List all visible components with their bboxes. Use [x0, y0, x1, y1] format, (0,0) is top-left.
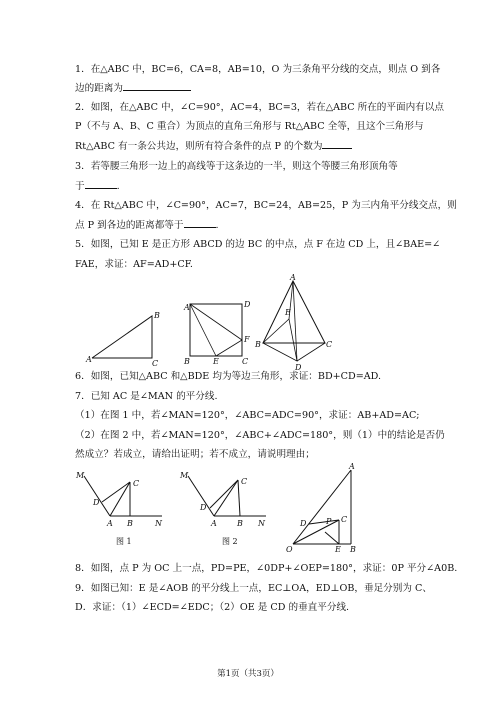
- fig2-label-c: C: [241, 477, 248, 486]
- sq-label-e: E: [213, 357, 219, 366]
- sq-label-d: D: [244, 300, 251, 309]
- ang-label-a: A: [349, 462, 355, 471]
- fig2-label-m: M: [180, 471, 189, 480]
- ang-label-c: C: [341, 515, 348, 524]
- sq-label-a: A: [184, 303, 190, 312]
- problem-3-text: 于: [75, 181, 85, 192]
- figure-angle-aob: [285, 462, 365, 554]
- figure-square: [184, 300, 254, 370]
- answer-blank: [184, 218, 216, 228]
- fig1-label-n: N: [155, 519, 162, 528]
- answer-blank: [123, 81, 191, 91]
- problem-9-line2: D．求证：（1）∠ECD=∠EDC；（2）OE 是 CD 的垂直平分线.: [75, 602, 350, 613]
- fig2-label-a: A: [211, 519, 217, 528]
- problem-4-line1: 4．在 Rt△ABC 中，∠C=90°，AC=7，BC=24，AB=25，P 为三内角平分线交点，则: [75, 200, 457, 211]
- eq-label-b: B: [255, 340, 261, 349]
- fig1-label-m: M: [76, 471, 85, 480]
- problem-1-text: 边的距离为: [75, 83, 123, 94]
- figure-1-caption: 图 1: [116, 537, 132, 546]
- problem-2-line3: [75, 139, 352, 153]
- fig2-label-b: B: [237, 519, 243, 528]
- problem-3-line2: [75, 179, 120, 193]
- fig1-label-a: A: [107, 519, 113, 528]
- fig1-label-c: C: [133, 479, 140, 488]
- eq-label-c: C: [326, 340, 333, 349]
- figure-1: [76, 470, 168, 530]
- tri-label-c: C: [152, 359, 159, 368]
- problem-3-end: .: [116, 181, 120, 192]
- problem-4-end: .: [215, 220, 219, 231]
- page-footer: 第1页（共3页）: [217, 669, 279, 679]
- ang-label-b: B: [350, 545, 356, 554]
- ang-label-e: E: [335, 545, 341, 554]
- eq-label-a: A: [290, 273, 296, 282]
- fig1-label-d: D: [93, 498, 100, 507]
- problem-1-line2: [75, 81, 191, 95]
- tri-label-b: B: [154, 311, 160, 320]
- ang-label-d: D: [300, 519, 307, 528]
- problem-2-line2: P（不与 A、B、C 重合）为顶点的直角三角形与 Rt△ABC 全等，且这个三角形与: [75, 121, 424, 132]
- ang-label-o: O: [286, 545, 293, 554]
- sq-label-f: F: [244, 335, 250, 344]
- problem-9-line1: 9．如图已知：E 是∠AOB 的平分线上一点，EC⊥OA，ED⊥OB，垂足分别为 C、: [75, 583, 432, 594]
- problem-1-line1: 1．在△ABC 中，BC=6，CA=8，AB=10，O 为三条角平分线的交点，则点 O 到各: [75, 64, 441, 75]
- figure-right-triangle: [86, 306, 166, 368]
- answer-blank: [85, 179, 117, 189]
- problem-5-line2: FAE，求证：AF=AD+CF.: [75, 259, 193, 270]
- figure-equilateral-triangles: [255, 273, 335, 372]
- problem-7-line4: 然成立？若成立，请给出证明；若不成立，请说明理由；: [75, 449, 315, 460]
- answer-blank: [322, 139, 352, 149]
- problem-3-line1: 3．若等腰三角形一边上的高线等于这条边的一半，则这个等腰三角形顶角等: [75, 161, 398, 172]
- problem-7-line2: （1）在图 1 中，若∠MAN=120°，∠ABC=ADC=90°，求证：AB+AD=AC;: [75, 410, 420, 421]
- tri-label-a: A: [86, 355, 92, 364]
- fig2-label-d: D: [200, 503, 207, 512]
- fig2-label-n: N: [258, 519, 265, 528]
- problem-2-line1: 2．如图，在△ABC 中，∠C=90°，AC=4，BC=3，若在△ABC 所在的平面内有以点: [75, 102, 444, 113]
- problem-7-line1: 7．已知 AC 是∠MAN 的平分线.: [75, 391, 218, 402]
- problem-2-text: Rt△ABC 有一条公共边，则所有符合条件的点 P 的个数为: [75, 141, 323, 152]
- problem-4-text: 点 P 到各边的距离都等于: [75, 220, 184, 231]
- problem-5-line1: 5．如图，已知 E 是正方形 ABCD 的边 BC 的中点，点 F 在边 CD 上，且∠BAE=∠: [75, 239, 441, 250]
- fig1-label-b: B: [127, 519, 133, 528]
- figure-2-caption: 图 2: [222, 537, 238, 546]
- problem-7-line3: （2）在图 2 中，若∠MAN=120°，∠ABC+∠ADC=180°，则（1）中的结论是否仍: [75, 430, 445, 441]
- eq-label-d: D: [295, 363, 302, 372]
- sq-label-b: B: [184, 357, 190, 366]
- ang-label-p: P: [326, 517, 332, 526]
- problem-8-line1: 8．如图，点 P 为 OC 上一点，PD=PE，∠0DP+∠OEP=180°，求证：0P 平分∠A0B.: [75, 563, 458, 574]
- sq-label-c: C: [242, 357, 249, 366]
- problem-4-line2: [75, 218, 219, 232]
- figure-2: [180, 470, 272, 530]
- problem-6-line1: 6．如图，已知△ABC 和△BDE 均为等边三角形，求证：BD+CD=AD.: [75, 371, 382, 382]
- eq-label-e: E: [285, 308, 291, 317]
